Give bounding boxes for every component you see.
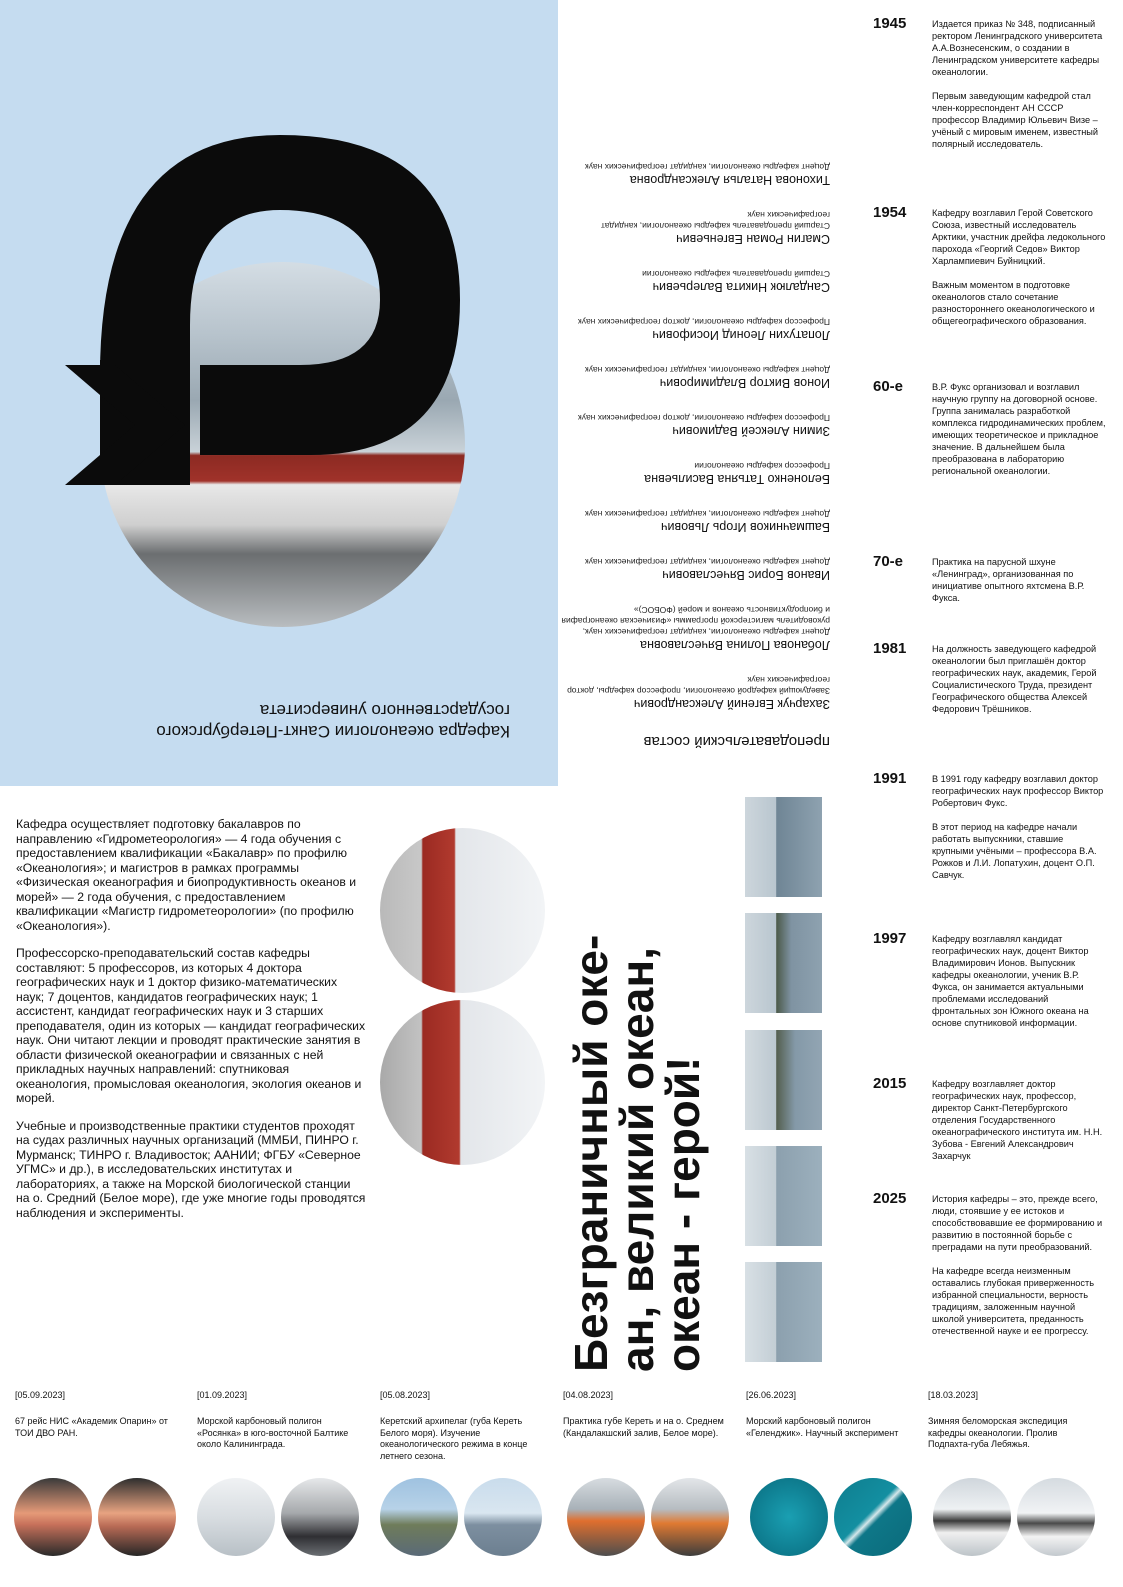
news-date: [04.08.2023]	[563, 1390, 614, 1400]
timeline-entry: В.Р. Фукс организовал и возглавил научную группу на договорной основе. Группа занималась разработкой комплекса гидродинамических проблем, имеющих теоретическое и прикладное значение. В дальнейшем была преобразована в лабораторию региональной океанологии.	[932, 382, 1106, 476]
timeline-year: 1954	[873, 204, 907, 221]
news-date: [26.06.2023]	[746, 1390, 797, 1400]
timeline-year: 60-е	[873, 378, 904, 395]
timeline-entry: История кафедры – это, прежде всего, люди, стоявшие у ее истоков и способствовавшие ее формированию и развитию в постоянной борьбе с преградами на пути преобразований. На кафедре всегда неизменным оставались глубокая приверженность избранной специальности, верность традициям, заложенным научной школой университета, преданность отечественной науке и ее прогрессу.	[932, 1194, 1103, 1336]
timeline-year: 70-е	[873, 553, 904, 570]
timeline-year: 1945	[873, 15, 907, 32]
news-photo-circle	[933, 1478, 1011, 1556]
news-photo-circle	[651, 1478, 729, 1556]
news-date: [05.09.2023]	[15, 1390, 66, 1400]
timeline-year: 1981	[873, 640, 907, 657]
news-text: 67 рейс НИС «Академик Опарин» от ТОИ ДВО РАН.	[15, 1416, 168, 1438]
logo-ok	[60, 125, 480, 485]
news-date: [18.03.2023]	[928, 1390, 979, 1400]
timeline-year: 2015	[873, 1075, 907, 1092]
news-photo-circle	[750, 1478, 828, 1556]
staff-member: Смагин Роман Евгеньевич Старший преподаватель кафедры океанологии, кандидат географических наук	[601, 210, 830, 246]
timeline-entry: Кафедру возглавлял кандидат географических наук, доцент Виктор Владимирович Ионов. Выпускник кафедры океанологии, ученик В.Р. Фукса, он занимается актуальными проблемами исследований фронтальных зон Южного океана на основе спутниковой информации.	[932, 934, 1089, 1028]
department-title: Кафедра океанологии Санкт-Петербургского государственного университета	[156, 701, 510, 741]
sea-photo	[745, 913, 822, 1013]
news-date: [01.09.2023]	[197, 1390, 248, 1400]
slogan: Безграничный оке- ан, великий океан, океан - герой!	[565, 934, 709, 1372]
news-date: [05.08.2023]	[380, 1390, 431, 1400]
staff-member: Иванов Борис Вячеславович Доцент кафедры океанологии, кандидат географических наук	[585, 557, 830, 582]
department-description: Кафедра осуществляет подготовку бакалавров по направлению «Гидрометеорология» — 4 года обучения с предоставлением квалификации «Бакалавр» по профилю «Океанология»; и магистров в рамках программы «Физическая океанография и биопродуктивность океанов и морей» — 2 года обучения, с предоставлением квалификации «Магистр гидрометеорологии» (по профилю «Океанология»). Профессорско-преподавательский состав кафедры составляют: 5 профессоров, из которых 4 доктора географических наук и 1 доктор физико-математических наук; 7 доцентов, кандидатов географических наук; 1 ассистент, кандидат географических наук и 3 старших преподавателя, один из которых — кандидат географических наук. Они читают лекции и проводят практические занятия в области физической океанографии и связанных с ней прикладных научных направлений: спутниковая океанология, промысловая океанология, экология океанов и морей. Учебные и производственные практики студентов проходят на судах различных научных организаций (ММБИ, ПИНРО г. Мурманск; ТИНРО г. Владивосток; ААНИИ; ФГБУ «Северное УГМС» и др.), в исследовательских институтах и лабораториях, а также на Морской биологической станции на о. Средний (Белое море), где уже многие годы проводятся наблюдения и эксперименты.	[16, 817, 366, 1220]
timeline-entry: Кафедру возглавляет доктор географических наук, профессор, директор Санкт-Петербургского отделения Государственного океанографического института им. Н.Н. Зубова - Евгений Александрович Захарчук	[932, 1079, 1103, 1161]
sea-photo	[745, 1146, 822, 1246]
news-photo-circle	[197, 1478, 275, 1556]
news-photo-circle	[464, 1478, 542, 1556]
news-photo-circle	[834, 1478, 912, 1556]
news-photo-circle	[14, 1478, 92, 1556]
news-photo-circle	[380, 1478, 458, 1556]
staff-member: Белоненко Татьяна Васильевна Профессор кафедры океанологии	[644, 461, 830, 486]
timeline-entry: Кафедру возглавил Герой Советского Союза, известный исследователь Арктики, участник дрейфа ледокольного парохода «Георгий Седов» Виктор Харлампиевич Буйницкий. Важным моментом в подготовке океанологов стало сочетание разностороннего океанологического и общегеографического образования.	[932, 208, 1106, 326]
hero-panel	[0, 0, 558, 786]
timeline-year: 1991	[873, 770, 907, 787]
news-item	[197, 1390, 367, 1451]
timeline-entry: Издается приказ № 348, подписанный ректором Ленинградского университета А.А.Вознесенским, о создании в Ленинградском университете кафедры океанологии. Первым заведующим кафедрой стал член-корреспондент АН СССР профессор Владимир Юльевич Визе – учёный с мировым именем, известный полярный исследователь.	[932, 19, 1103, 149]
timeline-year: 2025	[873, 1190, 907, 1207]
news-text: Керетский архипелаг (губа Кереть Белого моря). Изучение океанологического режима в конце летнего сезона.	[380, 1416, 528, 1461]
sea-photo	[745, 1030, 822, 1130]
timeline-entry: На должность заведующего кафедрой океанологии был приглашён доктор географических наук, академик, Герой Социалистического Труда, президент Географического общества Алексей Федорович Трёшников.	[932, 644, 1097, 714]
sea-photo	[745, 1262, 822, 1362]
timeline-entry: В 1991 году кафедру возглавил доктор географических наук профессор Виктор Робертович Фукс. В этот период на кафедре начали работать выпускники, ставшие крупными учёными – профессора В.А. Рожков и Л.И. Лопатухин, доцент О.П. Савчук.	[932, 774, 1104, 880]
staff-member: Зимин Алексей Вадимович Профессор кафедры океанологии, доктор географических наук	[578, 413, 830, 438]
ship-photo-circle	[380, 828, 545, 993]
news-photo-circle	[1017, 1478, 1095, 1556]
staff-member: Захарчук Евгений Александрович Заведующий кафедрой океанологии, профессор кафедры, доктор географических наук	[567, 675, 830, 711]
staff-member: Сандалюк Никита Валерьевич Старший преподаватель кафедры океанологии	[642, 269, 830, 294]
staff-list	[560, 60, 830, 750]
news-photo-circle	[281, 1478, 359, 1556]
news-text: Зимняя беломорская экспедиция кафедры океанологии. Пролив Подпахта-губа Лебяжья.	[928, 1416, 1068, 1449]
news-text: Морской карбоновый полигон «Росянка» в юго-восточной Балтике около Калининграда.	[197, 1416, 349, 1449]
news-photo-circle	[567, 1478, 645, 1556]
staff-member: Ионов Виктор Владимирович Доцент кафедры океанологии, кандидат географических наук	[585, 365, 830, 390]
news-item	[746, 1390, 916, 1439]
staff-member: Башмачников Игорь Львович Доцент кафедры океанологии, кандидат географических наук	[585, 509, 830, 534]
staff-member: Лопатухин Леонид Иосифович Профессор кафедры океанологии, доктор географических наук	[578, 317, 830, 342]
news-text: Морский карбоновый полигон «Геленджик». Научный эксперимент	[746, 1416, 899, 1438]
staff-member: Тихонова Наталья Александровна Доцент кафедры океанологии, кандидат географических наук	[585, 162, 830, 187]
news-item	[563, 1390, 733, 1439]
ship-photo-circle	[380, 1000, 545, 1165]
news-photo-circle	[98, 1478, 176, 1556]
news-item	[928, 1390, 1098, 1451]
staff-heading: преподавательский состав	[643, 733, 830, 750]
news-item	[380, 1390, 550, 1462]
news-item	[15, 1390, 180, 1439]
news-text: Практика губе Кереть и на о. Среднем (Кандалакшский залив, Белое море).	[563, 1416, 724, 1438]
staff-member: Лобанова Полина Вячеславовна Доцент кафедры океанологии, кандидат географических наук, руководитель магистерской программы «Физическая океанография и биопродуктивность океанов и морей (ФОБОС)»	[561, 605, 830, 652]
timeline-year: 1997	[873, 930, 907, 947]
timeline-entry: Практика на парусной шхуне «Ленинград», организованная по инициативе опытного яхтсмена В.Р. Фукса.	[932, 557, 1085, 603]
sea-photo	[745, 797, 822, 897]
